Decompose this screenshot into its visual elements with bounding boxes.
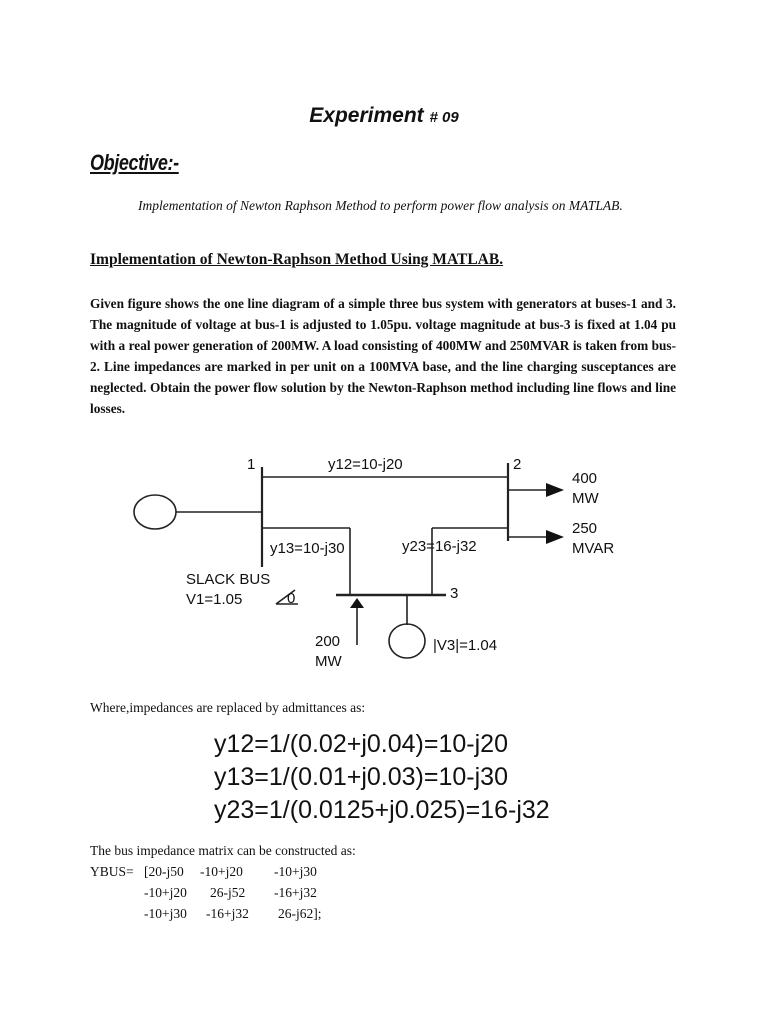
section-heading: Implementation of Newton-Raphson Method Using MATLAB. [90,251,504,268]
experiment-title-text: Experiment [309,104,424,127]
load-q-value: 250 [572,520,598,537]
ybus-cell-1-3: -10+j30 [274,864,317,879]
load-p-value: 400 [572,470,598,487]
objective-text: Implementation of Newton Raphson Method to perform power flow analysis on MATLAB. [138,198,623,213]
three-bus-one-line-diagram [120,445,640,680]
gen-arrow [350,598,364,608]
gen-3-unit: MW [315,653,342,670]
equation-y23: y23=1/(0.0125+j0.025)=16-j32 [214,796,550,824]
load-q-arrow [546,530,564,544]
experiment-number: # 09 [429,109,459,126]
slack-bus-label: SLACK BUS [186,571,271,588]
experiment-title [0,104,768,128]
ybus-cell-3-2: -16+j32 [206,906,249,921]
v3-label: |V3|=1.04 [433,637,498,654]
equation-y13: y13=1/(0.01+j0.03)=10-j30 [214,763,508,791]
admittance-intro: Where,impedances are replaced by admittances as: [90,700,366,715]
ybus-cell-3-1: -10+j30 [144,906,187,921]
equation-y12: y12=1/(0.02+j0.04)=10-j20 [214,730,508,758]
ybus-cell-1-2: -10+j20 [200,864,243,879]
bus-3-label: 3 [450,585,459,602]
ybus-matrix [144,864,364,934]
v1-label: V1=1.05 [186,591,243,608]
ybus-cell-2-1: -10+j20 [144,885,187,900]
problem-statement: Given figure shows the one line diagram of a simple three bus system with generators at buses-1 and 3. The magnitude of voltage at bus-1 is adjusted to 1.05pu. voltage magnitude at bus-3 is fixed at 1.04 pu with a real power generation of 200MW. A load consisting of 400MW and 250MVAR is taken from bus-2. Line impedances are marked in per unit on a 100MVA base, and the line charging susceptances are neglected. Obtain the power flow solution by the Newton-Raphson method including line flows and line losses. [90,296,676,416]
ybus-cell-2-2: 26-j52 [210,885,246,900]
ybus-label: YBUS= [90,864,134,879]
gen-3-value: 200 [315,633,341,650]
ybus-intro: The bus impedance matrix can be constructed as: [90,843,356,858]
generator-3-symbol [389,624,425,658]
y23-label: y23=16-j32 [402,538,477,555]
v1-angle: 0 [287,590,296,607]
ybus-cell-1-1: [20-j50 [144,864,184,879]
y12-label: y12=10-j20 [328,456,403,473]
load-p-arrow [546,483,564,497]
objective-heading: Objective:- [90,150,179,175]
ybus-cell-3-3: 26-j62]; [278,906,322,921]
y13-label: y13=10-j30 [270,540,345,557]
bus-1-label: 1 [247,456,256,473]
generator-1-symbol [134,495,176,529]
bus-2-label: 2 [513,456,522,473]
ybus-cell-2-3: -16+j32 [274,885,317,900]
load-p-unit: MW [572,490,599,507]
load-q-unit: MVAR [572,540,615,557]
